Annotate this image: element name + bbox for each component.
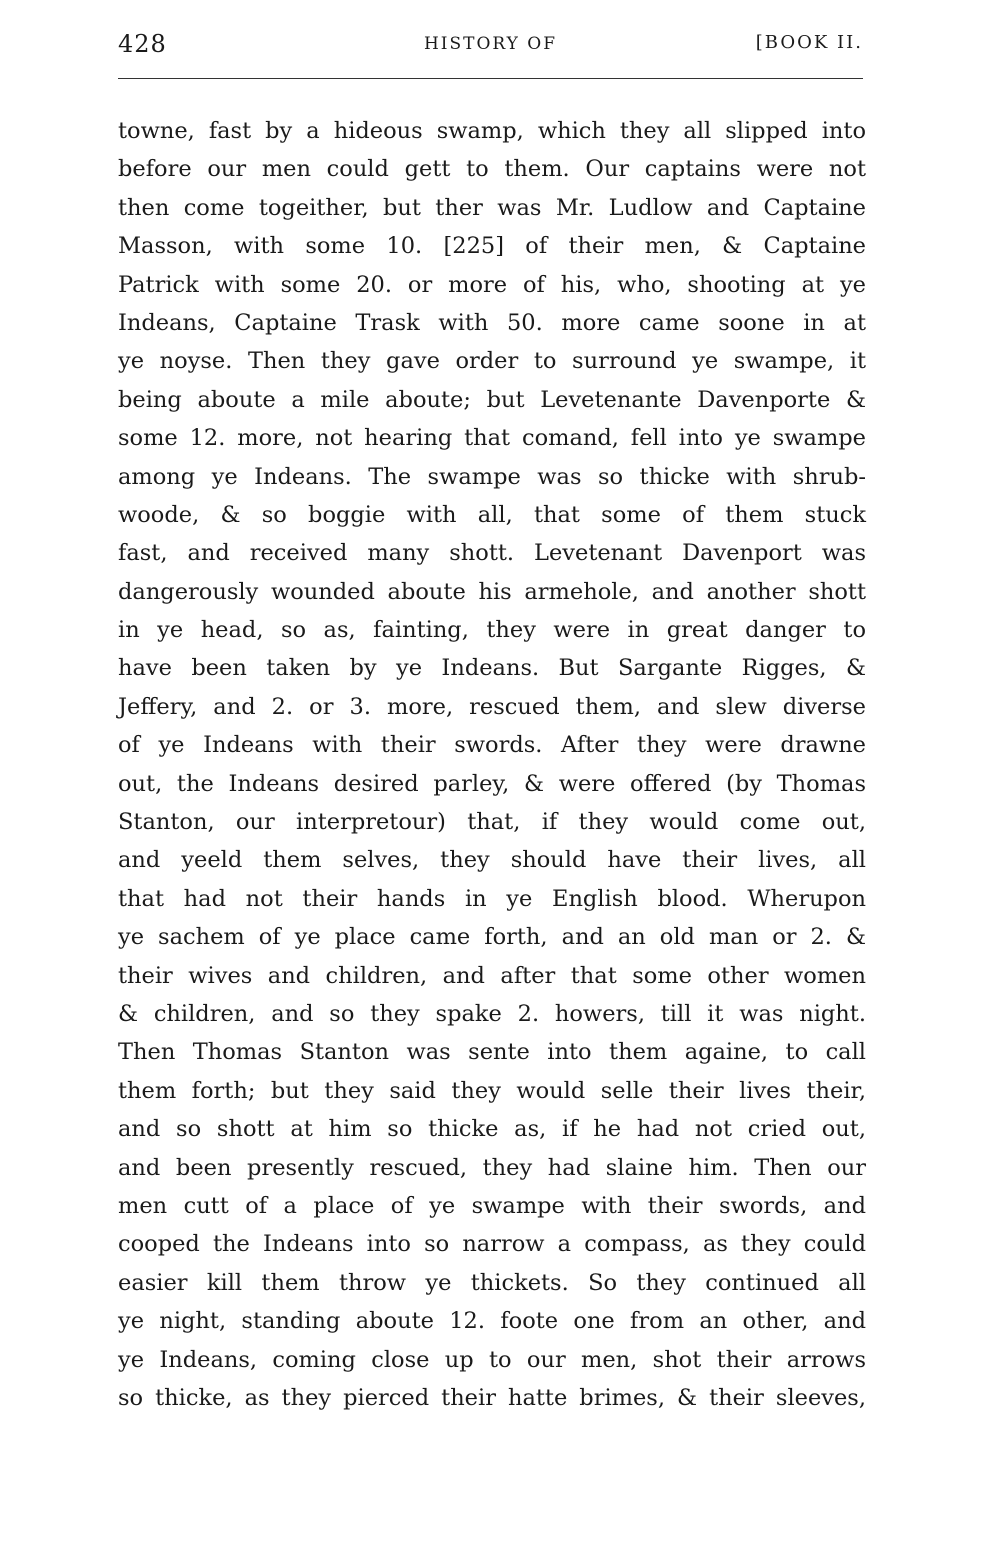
text-line: men cutt of a place of ye swampe with their swords, and: [118, 1192, 866, 1219]
header-rule: [118, 78, 863, 79]
text-line: so thicke, as they pierced their hatte brimes, & their sleeves,: [118, 1384, 866, 1411]
text-line: of ye Indeans with their swords. After they were drawne: [118, 732, 866, 759]
text-line: some 12. more, not hearing that comand, fell into ye swampe: [118, 425, 866, 452]
text-line: and yeeld them selves, they should have their lives, all: [118, 847, 866, 874]
book-reference: [BOOK II.: [755, 32, 863, 53]
text-line: cooped the Indeans into so narrow a compass, as they could: [118, 1231, 866, 1258]
text-line: & children, and so they spake 2. howers, till it was night.: [118, 1000, 866, 1027]
text-line: dangerously wounded aboute his armehole, and another shott: [118, 578, 866, 605]
text-line: Stanton, our interpretour) that, if they would come out,: [118, 809, 866, 836]
page-header: [118, 30, 863, 64]
text-line: being aboute a mile aboute; but Levetenante Davenporte &: [118, 386, 866, 413]
text-line: before our men could gett to them. Our captains were not: [118, 156, 866, 183]
page-number: 428: [118, 30, 167, 58]
running-title: HISTORY OF: [423, 34, 558, 54]
text-line: that had not their hands in ye English blood. Wherupon: [118, 885, 866, 912]
text-line: fast, and received many shott. Levetenant Davenport was: [118, 540, 866, 567]
text-line: Then Thomas Stanton was sente into them againe, to call: [118, 1039, 866, 1066]
text-line: ye night, standing aboute 12. foote one from an other, and: [118, 1308, 866, 1335]
text-line: ye sachem of ye place came forth, and an old man or 2. &: [118, 924, 866, 951]
text-line: Masson, with some 10. [225] of their men, & Captaine: [118, 233, 866, 260]
text-line: out, the Indeans desired parley, & were offered (by Thomas: [118, 770, 866, 797]
text-line: towne, fast by a hideous swamp, which they all slipped into: [118, 118, 866, 144]
body-text: [118, 112, 866, 1417]
text-line: and so shott at him so thicke as, if he had not cried out,: [118, 1116, 866, 1143]
text-line: then come togeither, but ther was Mr. Ludlow and Captaine: [118, 194, 866, 221]
text-line: them forth; but they said they would selle their lives their,: [118, 1077, 866, 1104]
text-line: and been presently rescued, they had slaine him. Then our: [118, 1154, 866, 1181]
text-line: in ye head, so as, fainting, they were in great danger to: [118, 617, 866, 644]
text-line: Indeans, Captaine Trask with 50. more came soone in at: [118, 309, 866, 336]
text-line: Patrick with some 20. or more of his, who, shooting at ye: [118, 271, 866, 298]
text-line: easier kill them throw ye thickets. So they continued all: [118, 1269, 866, 1296]
text-line: woode, & so boggie with all, that some of them stuck: [118, 501, 866, 528]
text-line: among ye Indeans. The swampe was so thicke with shrub-: [118, 463, 866, 490]
text-line: ye noyse. Then they gave order to surround ye swampe, it: [118, 348, 866, 375]
text-line: their wives and children, and after that some other women: [118, 962, 866, 989]
text-line: Jeffery, and 2. or 3. more, rescued them, and slew diverse: [118, 693, 866, 720]
text-line: ye Indeans, coming close up to our men, shot their arrows: [118, 1346, 866, 1373]
text-line: have been taken by ye Indeans. But Sargante Rigges, &: [118, 655, 866, 682]
